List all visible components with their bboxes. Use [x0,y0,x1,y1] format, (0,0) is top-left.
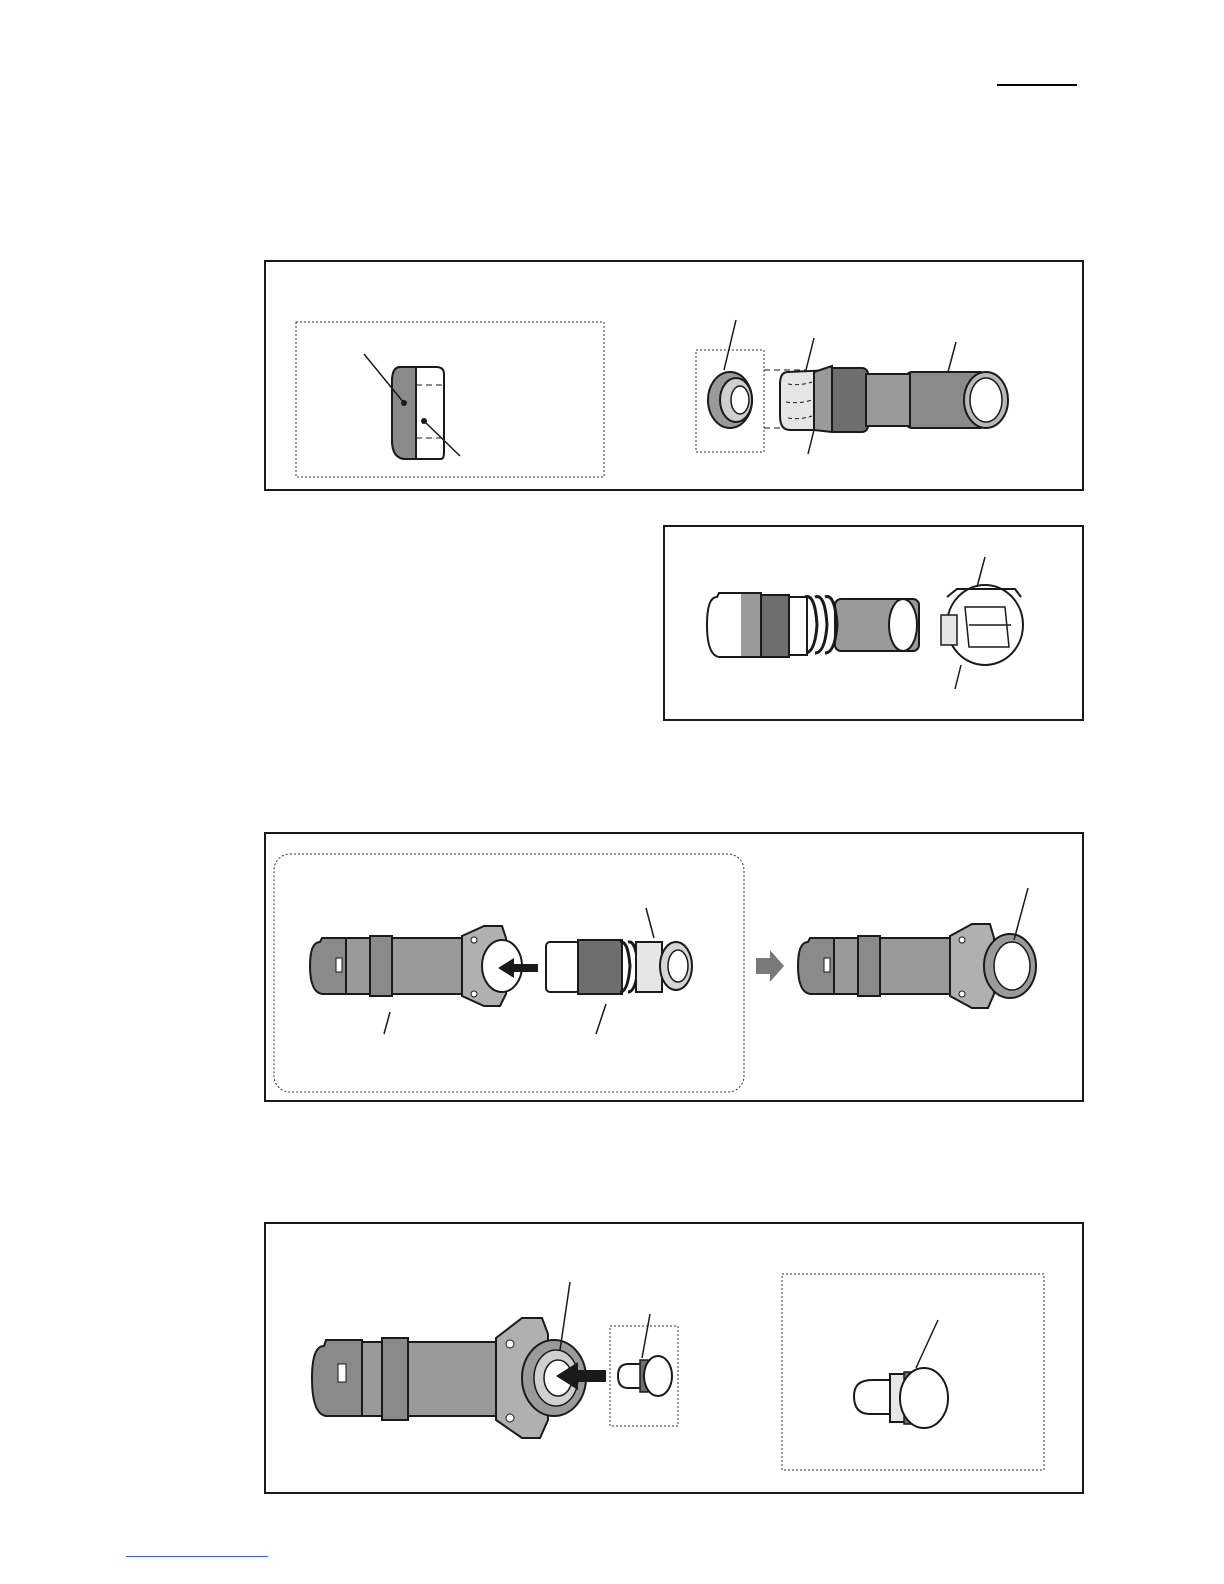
seal-collar-pipe-assembly [780,338,1008,454]
figure-2-illustration [665,527,1086,723]
small-ring-seal [708,320,752,428]
footer-hyperlink[interactable] [126,1556,268,1557]
cylinder-housing [310,926,522,1034]
pipe-with-sleeve [707,593,919,657]
split-retaining-ring [941,557,1023,689]
figure-3-illustration [266,834,1086,1104]
figure-4-panel [264,1222,1084,1494]
figure-1-panel [264,260,1084,491]
assembled-housing [798,888,1036,1008]
detail-inset-box [296,322,604,477]
figure-3-panel [264,832,1084,1102]
header-underline [997,84,1077,86]
figure-4-illustration [266,1224,1086,1496]
assembled-housing [312,1282,586,1438]
piston-assembly [546,908,692,1034]
cap-detail [854,1320,948,1428]
ring-seal-detail [364,354,460,459]
figure-1-illustration [266,262,1086,493]
transition-arrow [756,950,784,982]
figure-2-panel [663,525,1084,721]
